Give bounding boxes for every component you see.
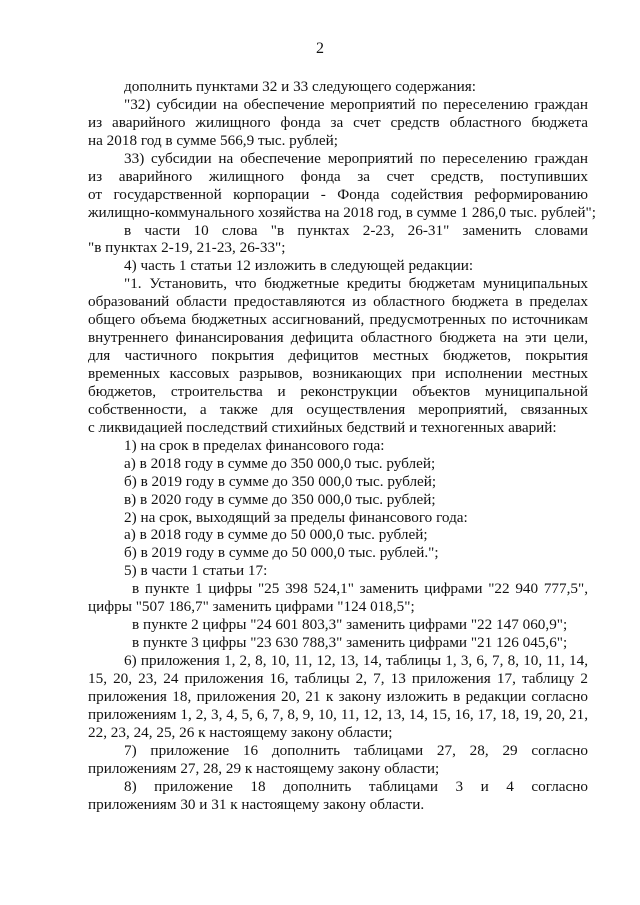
text-line: 1) на срок в пределах финансового года:	[124, 436, 385, 454]
text-line: "в пунктах 2-19, 21-23, 26-33";	[88, 239, 286, 257]
text-line: 6) приложения 1, 2, 8, 10, 11, 12, 13, 14, таблицы 1, 3, 6, 7, 8, 10, 11, 14,	[124, 652, 588, 669]
text-line: а) в 2018 году в сумме до 350 000,0 тыс. рублей;	[124, 454, 436, 472]
text-line: б) в 2019 году в сумме до 50 000,0 тыс. рублей.";	[124, 544, 439, 562]
text-line: в пункте 3 цифры "23 630 788,3" заменить цифрами "21 126 045,6";	[132, 634, 568, 652]
text-line: дополнить пунктами 32 и 33 следующего содержания:	[124, 78, 476, 95]
text-line: от государственной корпорации - Фонда содействия реформированию	[88, 185, 588, 203]
text-line: "32) субсидии на обеспечение мероприятий по переселению граждан	[124, 95, 588, 113]
text-line: приложениям 1, 2, 3, 4, 5, 6, 7, 8, 9, 10, 11, 12, 13, 14, 15, 16, 17, 18, 19, 20, 21,	[88, 705, 588, 723]
text-line: в пункте 2 цифры "24 601 803,3" заменить цифрами "22 147 060,9";	[132, 616, 568, 634]
text-line: общего объема бюджетных ассигнований, предусмотренных по источникам	[88, 311, 588, 329]
text-line: с ликвидацией последствий стихийных бедствий и техногенных аварий:	[88, 418, 557, 436]
text-line: из аварийного жилищного фонда за счет средств, поступивших	[88, 167, 588, 185]
text-line: "1. Установить, что бюджетные кредиты бюджетам муниципальных	[124, 275, 588, 293]
text-line: на 2018 год в сумме 566,9 тыс. рублей;	[88, 131, 338, 149]
text-line: жилищно-коммунального хозяйства на 2018 год, в сумме 1 286,0 тыс. рублей";	[88, 203, 596, 221]
text-line: приложениям 30 и 31 к настоящему закону области.	[88, 795, 425, 813]
text-line: а) в 2018 году в сумме до 50 000,0 тыс. рублей;	[124, 526, 428, 544]
text-line: 4) часть 1 статьи 12 изложить в следующей редакции:	[124, 257, 474, 275]
text-line: приложениям 27, 28, 29 к настоящему закону области;	[88, 759, 440, 777]
text-line: 8) приложение 18 дополнить таблицами 3 и 4 согласно	[124, 777, 588, 795]
text-line: в) в 2020 году в сумме до 350 000,0 тыс. рублей;	[124, 490, 436, 508]
text-line: бюджетов, строительства и реконструкции объектов муниципальной	[88, 382, 588, 400]
text-line: б) в 2019 году в сумме до 350 000,0 тыс. рублей;	[124, 472, 437, 490]
text-line: цифры "507 186,7" заменить цифрами "124 018,5";	[88, 598, 415, 616]
text-line: образований области предоставляются из областного бюджета в пределах	[88, 293, 588, 311]
text-line: приложения 18, приложения 20, 21 к закону изложить в редакции согласно	[88, 687, 588, 705]
text-line: 33) субсидии на обеспечение мероприятий по переселению граждан	[124, 149, 588, 167]
text-line: временных кассовых разрывов, возникающих при исполнении местных	[88, 365, 588, 382]
text-line: собственности, а также для осуществления мероприятий, связанных	[88, 400, 588, 418]
text-line: 22, 23, 24, 25, 26 к настоящему закону области;	[88, 723, 393, 741]
text-line: 2) на срок, выходящий за пределы финансового года:	[124, 508, 468, 526]
text-line: 5) в части 1 статьи 17:	[124, 562, 268, 580]
text-line: 7) приложение 16 дополнить таблицами 27, 28, 29 согласно	[124, 741, 588, 759]
text-line: внутреннего финансирования дефицита областного бюджета на эти цели,	[88, 329, 588, 347]
page-number: 2	[316, 40, 324, 57]
document-body	[88, 78, 596, 813]
text-line: из аварийного жилищного фонда за счет средств областного бюджета	[88, 113, 588, 131]
text-line: в части 10 слова "в пунктах 2-23, 26-31" заменить словами	[124, 221, 588, 239]
text-line: в пункте 1 цифры "25 398 524,1" заменить цифрами "22 940 777,5",	[132, 580, 588, 598]
text-line: для частичного покрытия дефицитов местных бюджетов, покрытия	[88, 347, 588, 365]
text-line: 15, 20, 23, 24 приложения 16, таблицы 2, 7, 13 приложения 17, таблицу 2	[88, 669, 588, 687]
